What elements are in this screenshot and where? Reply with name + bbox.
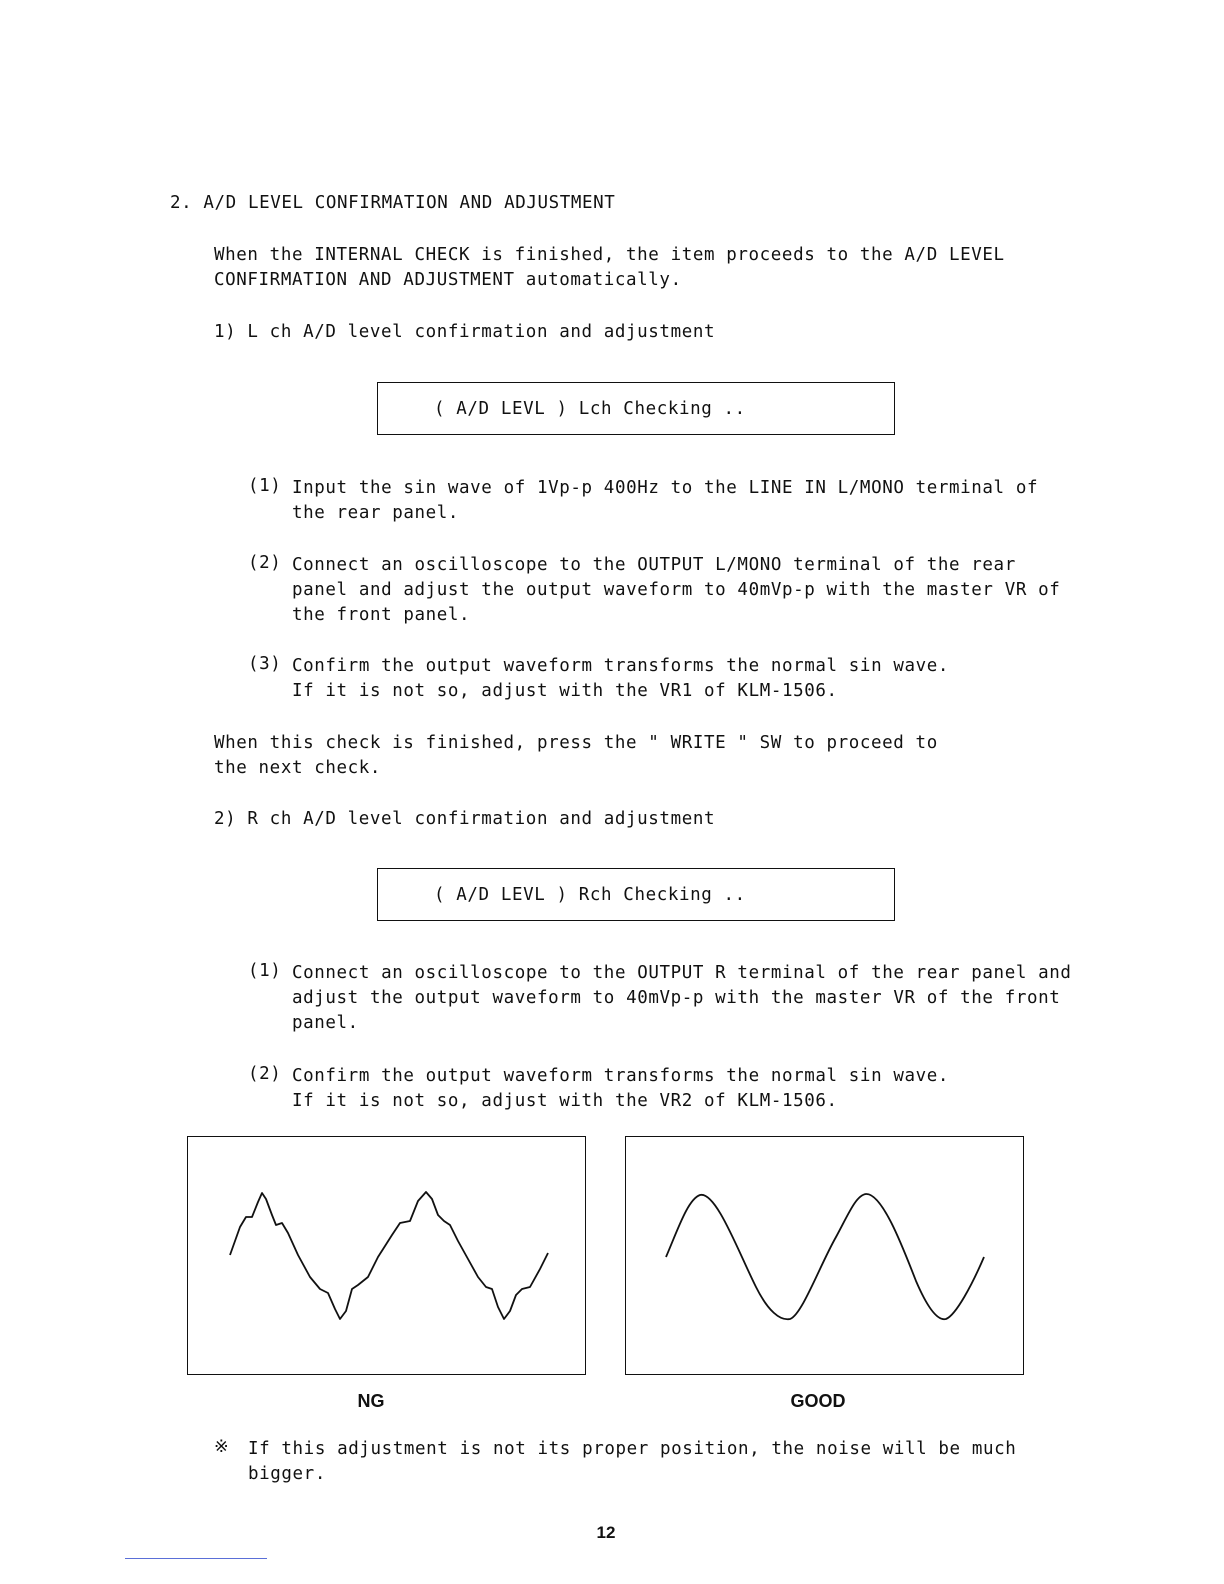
rch-display-box xyxy=(377,868,895,921)
lch-finish-paragraph: When this check is finished, press the " WRITE " SW to proceed to the next check. xyxy=(214,733,938,778)
good-waveform-icon xyxy=(626,1137,1025,1376)
ng-caption: NG xyxy=(357,1391,385,1411)
ng-waveform-figure xyxy=(187,1136,586,1375)
note-symbol: ※ xyxy=(214,1437,230,1457)
lch-title: 1) L ch A/D level confirmation and adjustment xyxy=(214,322,716,342)
good-caption: GOOD xyxy=(790,1391,846,1411)
intro-paragraph: When the INTERNAL CHECK is finished, the item proceeds to the A/D LEVEL CONFIRMATION AND ADJUSTMENT automatically. xyxy=(214,245,1005,290)
good-waveform-figure xyxy=(625,1136,1024,1375)
note-paragraph: If this adjustment is not its proper position, the noise will be much bigger. xyxy=(248,1439,1017,1484)
section-heading: 2. A/D LEVEL CONFIRMATION AND ADJUSTMENT xyxy=(170,193,616,213)
ng-waveform-icon xyxy=(188,1137,587,1376)
lch-display-text: ( A/D LEVL ) Lch Checking .. xyxy=(434,398,746,419)
page-number: 12 xyxy=(596,1523,616,1542)
footer-rule xyxy=(125,1558,267,1559)
lch-display-box xyxy=(377,382,895,435)
rch-display-text: ( A/D LEVL ) Rch Checking .. xyxy=(434,884,746,905)
rch-title: 2) R ch A/D level confirmation and adjustment xyxy=(214,809,716,829)
